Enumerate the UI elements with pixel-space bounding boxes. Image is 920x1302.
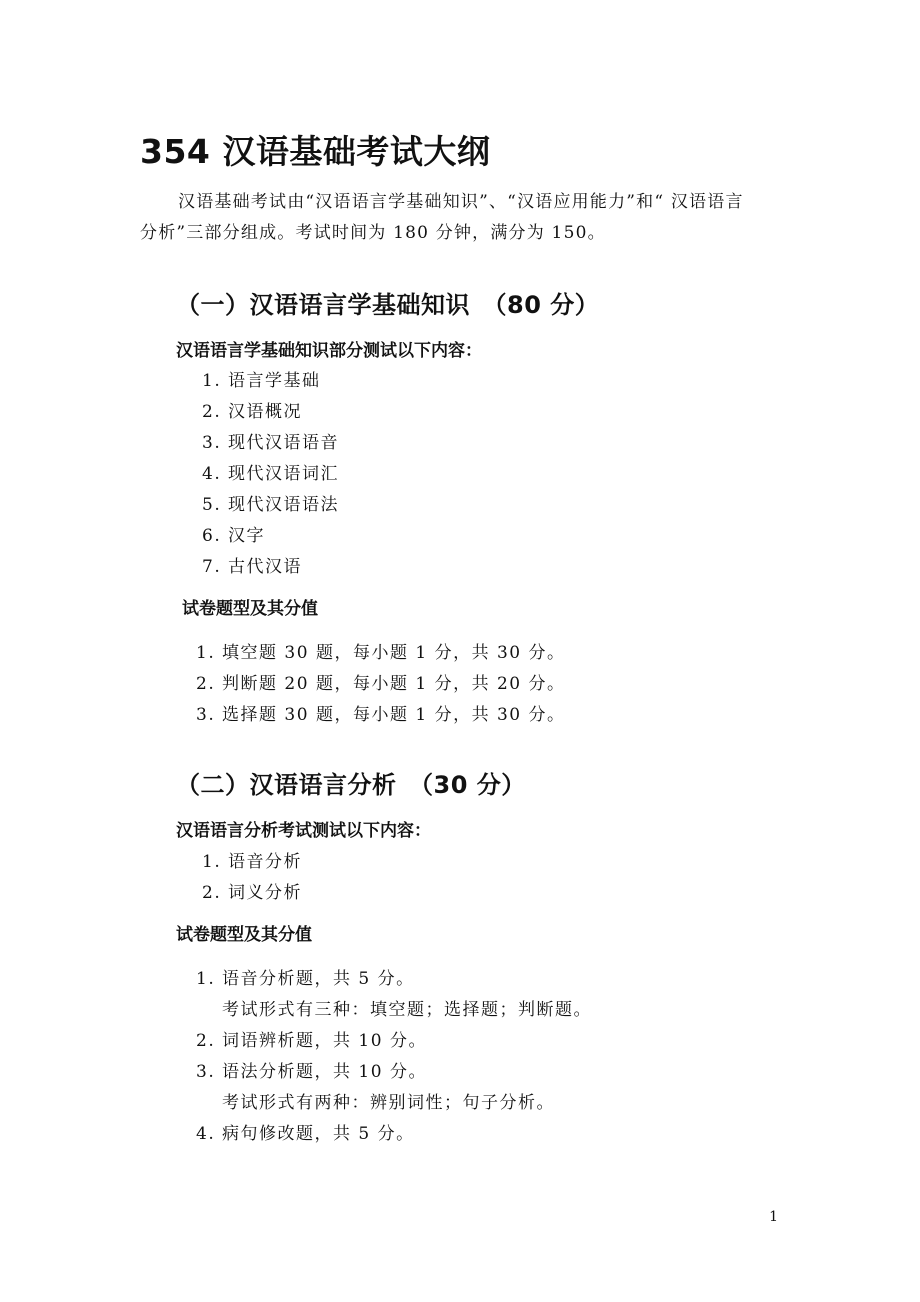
list-item-text: 语音分析 bbox=[228, 852, 302, 872]
list-item-number: 4. bbox=[196, 1124, 216, 1144]
section-1-question-label: 试卷题型及其分值 bbox=[182, 599, 318, 619]
list-item bbox=[202, 399, 302, 425]
list-item bbox=[196, 640, 566, 666]
list-item-number: 6. bbox=[202, 526, 222, 546]
list-item-text: 古代汉语 bbox=[228, 557, 302, 577]
list-item bbox=[202, 880, 302, 906]
list-item-number: 3. bbox=[196, 705, 216, 725]
list-item bbox=[196, 1121, 415, 1147]
section-1-heading: （一）汉语语言学基础知识 （80 分） bbox=[176, 291, 600, 319]
list-item bbox=[202, 554, 302, 580]
list-item-number: 3. bbox=[202, 433, 222, 453]
list-item-text: 语法分析题，共 10 分。 bbox=[222, 1062, 427, 1082]
list-item-number: 3. bbox=[196, 1062, 216, 1082]
list-item bbox=[196, 966, 415, 992]
section-1-content-label: 汉语语言学基础知识部分测试以下内容： bbox=[176, 341, 482, 361]
list-item bbox=[196, 671, 566, 697]
list-item bbox=[202, 492, 339, 518]
list-item-text: 语音分析题，共 5 分。 bbox=[222, 969, 415, 989]
list-item-text: 现代汉语词汇 bbox=[228, 464, 339, 484]
list-item bbox=[202, 430, 339, 456]
list-item-number: 1. bbox=[202, 371, 222, 391]
list-item-number: 7. bbox=[202, 557, 222, 577]
list-item-text: 判断题 20 题，每小题 1 分，共 20 分。 bbox=[222, 674, 566, 694]
list-item-note: 考试形式有两种：辨别词性；句子分析。 bbox=[222, 1093, 555, 1113]
list-item-text: 词义分析 bbox=[228, 883, 302, 903]
list-item-number: 1. bbox=[196, 969, 216, 989]
intro-line-1: 汉语基础考试由“汉语语言学基础知识”、“汉语应用能力”和“ 汉语语言 bbox=[178, 192, 744, 212]
list-item bbox=[202, 849, 302, 875]
section-2-question-label: 试卷题型及其分值 bbox=[176, 925, 312, 945]
list-item bbox=[196, 702, 566, 728]
list-item bbox=[202, 461, 339, 487]
list-item-number: 1. bbox=[202, 852, 222, 872]
list-item-number: 2. bbox=[196, 674, 216, 694]
list-item bbox=[202, 523, 265, 549]
list-item-number: 2. bbox=[202, 402, 222, 422]
list-item-text: 病句修改题，共 5 分。 bbox=[222, 1124, 415, 1144]
list-item-text: 选择题 30 题，每小题 1 分，共 30 分。 bbox=[222, 705, 566, 725]
list-item-number: 2. bbox=[196, 1031, 216, 1051]
list-item-number: 2. bbox=[202, 883, 222, 903]
section-2-heading: （二）汉语语言分析 （30 分） bbox=[176, 771, 526, 799]
list-item-text: 现代汉语语音 bbox=[228, 433, 339, 453]
document-title: 354 汉语基础考试大纲 bbox=[140, 132, 491, 171]
list-item-text: 汉字 bbox=[228, 526, 265, 546]
list-item-note: 考试形式有三种：填空题；选择题；判断题。 bbox=[222, 1000, 592, 1020]
list-item-text: 语言学基础 bbox=[228, 371, 321, 391]
list-item-text: 汉语概况 bbox=[228, 402, 302, 422]
list-item-text: 填空题 30 题，每小题 1 分，共 30 分。 bbox=[222, 643, 566, 663]
list-item-number: 5. bbox=[202, 495, 222, 515]
intro-line-2: 分析”三部分组成。考试时间为 180 分钟，满分为 150。 bbox=[140, 223, 606, 243]
list-item-text: 现代汉语语法 bbox=[228, 495, 339, 515]
page-number: 1 bbox=[769, 1209, 778, 1225]
list-item-text: 词语辨析题，共 10 分。 bbox=[222, 1031, 427, 1051]
list-item bbox=[196, 1028, 427, 1054]
list-item bbox=[202, 368, 321, 394]
section-2-content-label: 汉语语言分析考试测试以下内容： bbox=[176, 821, 431, 841]
list-item-number: 1. bbox=[196, 643, 216, 663]
list-item-number: 4. bbox=[202, 464, 222, 484]
list-item bbox=[196, 1059, 427, 1085]
